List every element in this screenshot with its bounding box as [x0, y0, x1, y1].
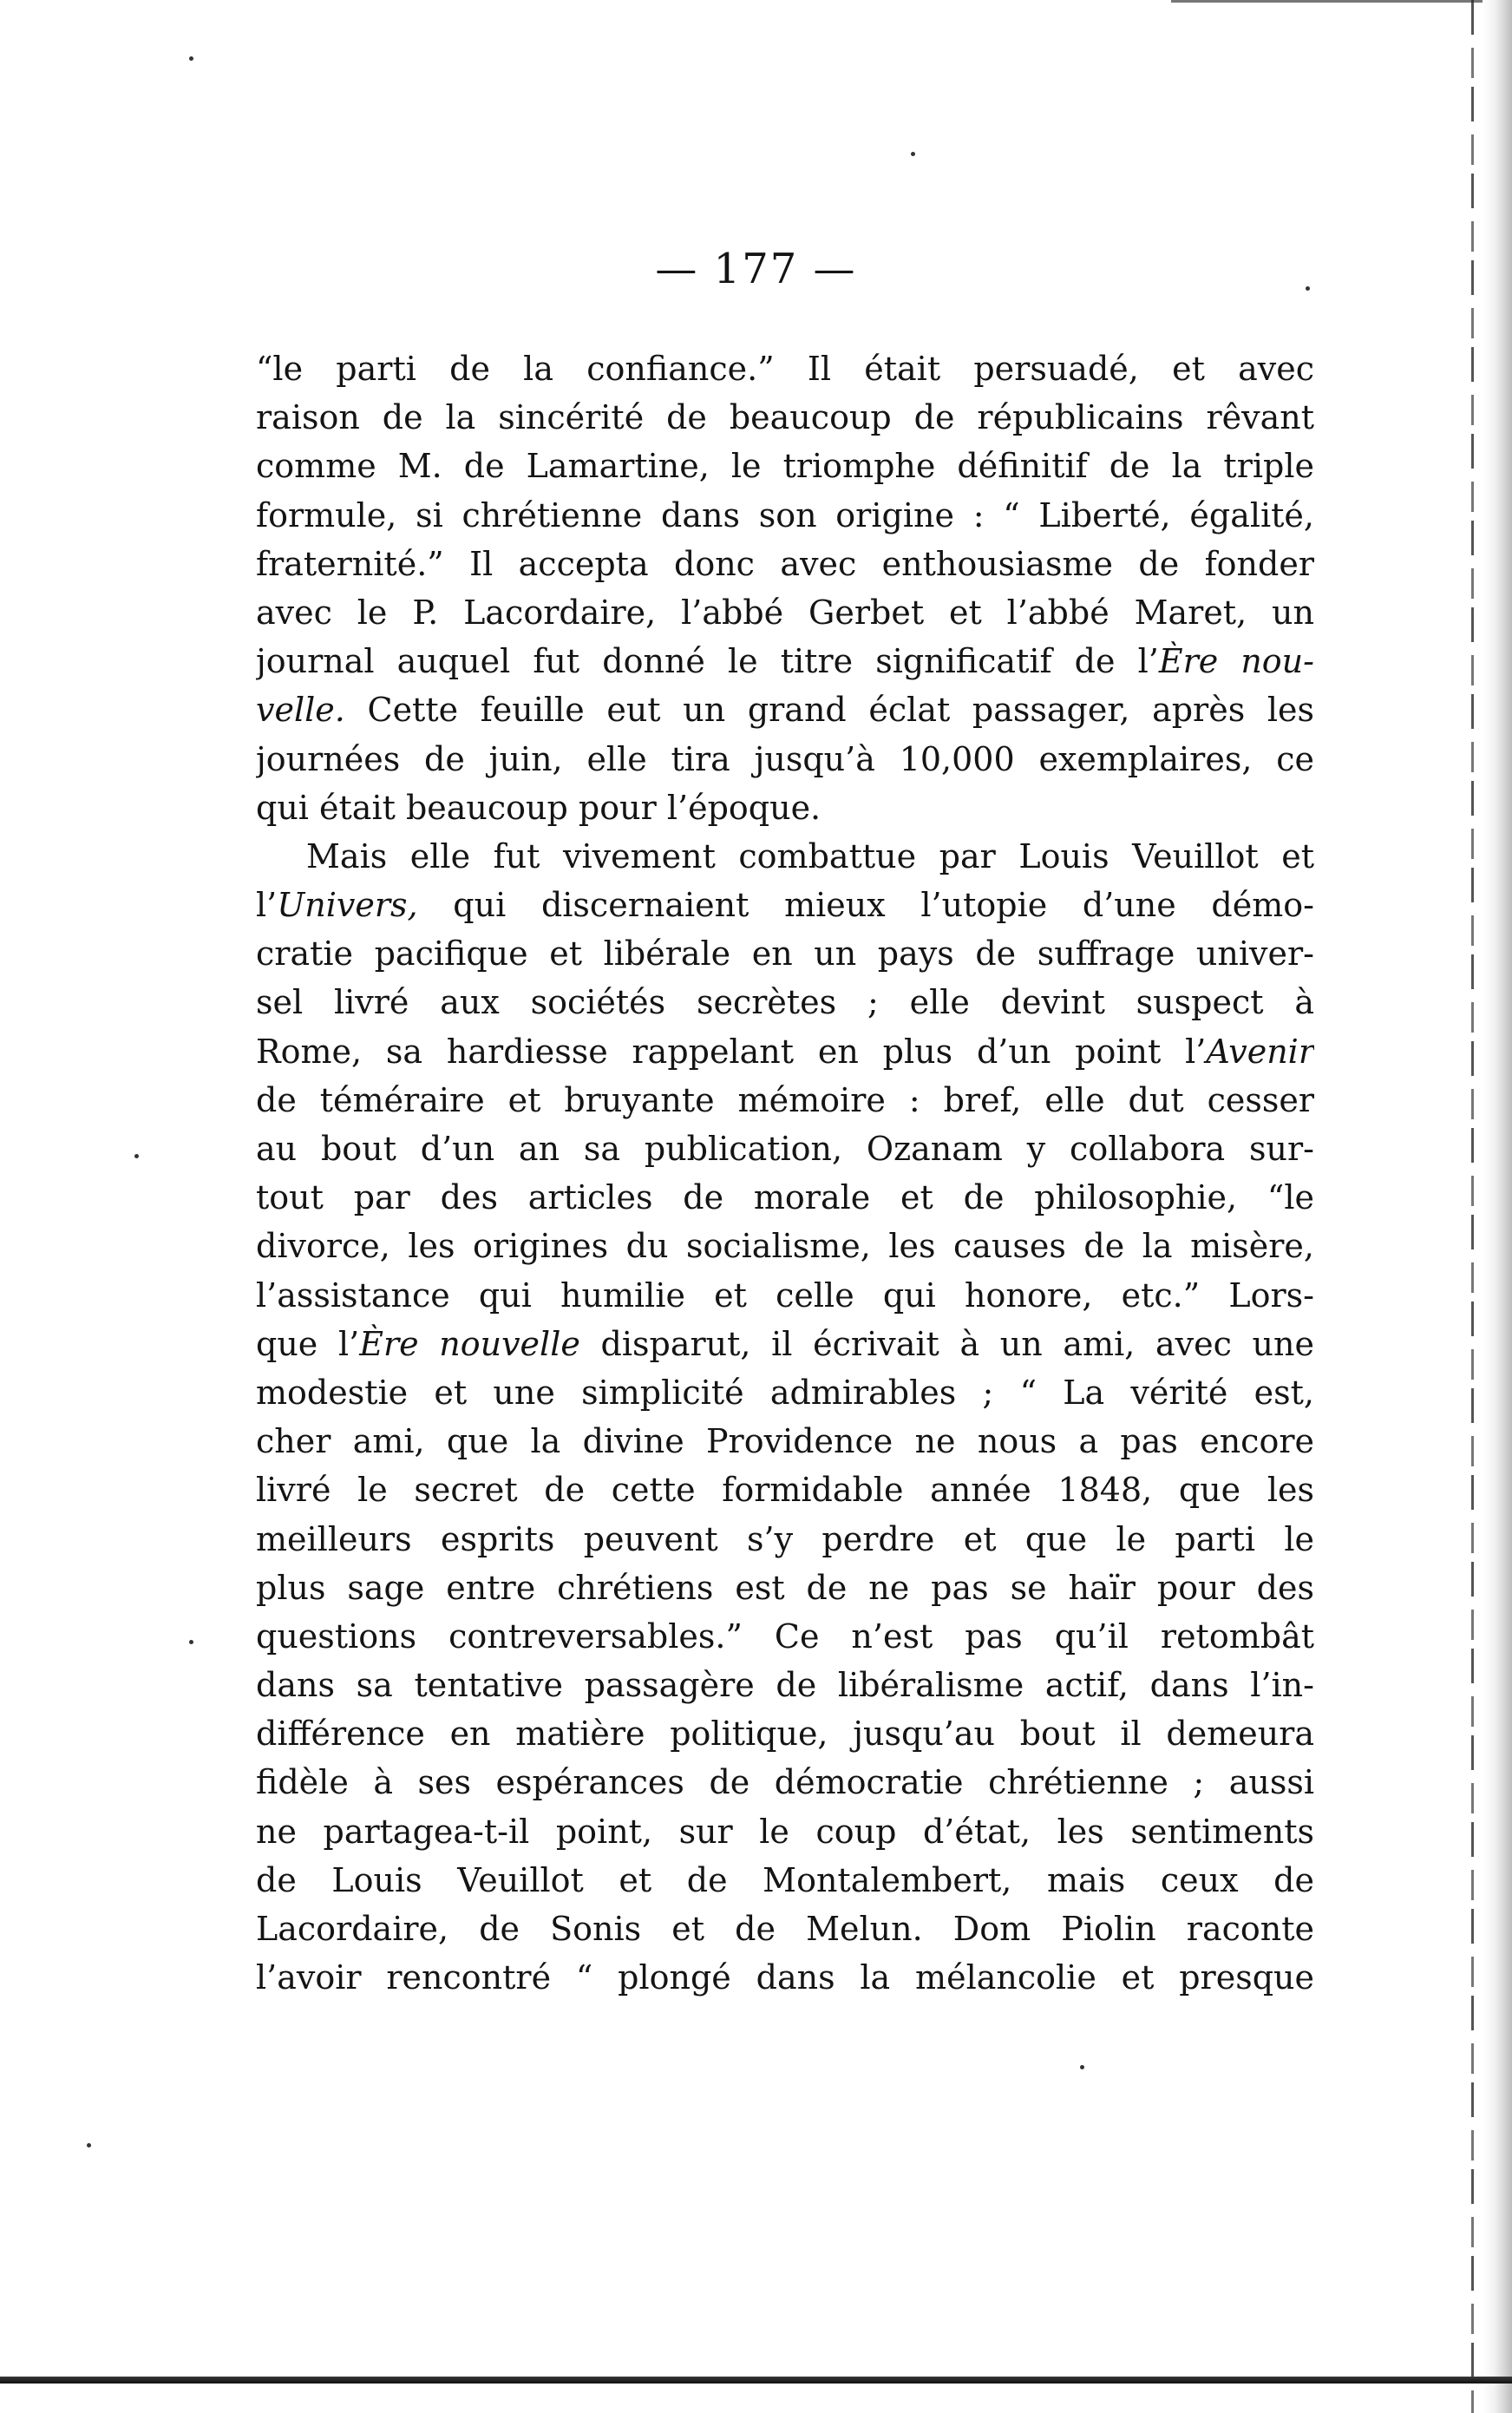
journal-title-italic: Ère nouvelle	[359, 1324, 580, 1363]
journal-title-italic: velle.	[256, 691, 345, 730]
text-segment: Cette feuille eut un grand éclat passager, après les	[344, 691, 1314, 730]
text-line: comme M. de Lamartine, le triomphe définitif de la triple	[256, 447, 1314, 486]
text-line: raison de la sincérité de beaucoup de républicains rêvant	[256, 398, 1314, 437]
scan-edge-shadow	[1483, 0, 1512, 2413]
scan-speck	[87, 2143, 91, 2147]
text-line: cratie pacifique et libérale en un pays de suffrage univer-	[256, 934, 1314, 974]
text-line: avec le P. Lacordaire, l’abbé Gerbet et l’abbé Maret, un	[256, 593, 1314, 632]
page-number: — 177 —	[655, 245, 857, 293]
scan-speck	[1306, 286, 1310, 291]
text-segment: journal auquel fut donné le titre significatif de l’	[256, 642, 1159, 681]
text-line	[256, 685, 1314, 734]
text-line: formule, si chrétienne dans son origine : “ Liberté, égalité,	[256, 495, 1314, 534]
text-line: tout par des articles de morale et de philosophie, “le	[256, 1178, 1314, 1217]
text-segment: que l’	[256, 1324, 360, 1363]
text-line: journées de juin, elle tira jusqu’à 10,000 exemplaires, ce	[256, 739, 1314, 778]
scan-speck	[189, 1640, 193, 1644]
text-line: l’assistance qui humilie et celle qui honore, etc.” Lors-	[256, 1275, 1314, 1315]
scan-speck	[1080, 2065, 1084, 2069]
text-line: sel livré aux sociétés secrètes ; elle devint suspect à	[256, 983, 1314, 1022]
text-line	[256, 1027, 1314, 1076]
text-line: divorce, les origines du socialisme, les causes de la misère,	[256, 1227, 1314, 1266]
text-segment: disparut, il écrivait à un ami, avec une	[579, 1324, 1314, 1363]
text-line: de téméraire et bruyante mémoire : bref, elle dut cesser	[256, 1080, 1314, 1119]
text-line: Lacordaire, de Sonis et de Melun. Dom Piolin raconte	[256, 1910, 1314, 1948]
text-line: Mais elle fut vivement combattue par Louis Veuillot et	[306, 836, 1314, 875]
text-segment: Rome, sa hardiesse rappelant en plus d’un point l’	[256, 1032, 1207, 1071]
text-line: de Louis Veuillot et de Montalembert, mais ceux de	[256, 1860, 1314, 1899]
text-line: cher ami, que la divine Providence ne nous a pas encore	[256, 1422, 1314, 1461]
text-line: fidèle à ses espérances de démocratie chrétienne ; aussi	[256, 1763, 1314, 1802]
scan-speck	[189, 56, 193, 61]
journal-title-italic: Avenir	[1206, 1032, 1314, 1071]
text-line: ne partagea-t-il point, sur le coup d’état, les sentiments	[256, 1812, 1314, 1851]
scan-speck	[134, 1154, 139, 1158]
journal-title-italic: Univers,	[277, 886, 418, 925]
text-line: au bout d’un an sa publication, Ozanam y collabora sur-	[256, 1130, 1314, 1168]
scan-speck	[911, 152, 915, 156]
text-segment: l’	[256, 886, 278, 925]
text-line: qui était beaucoup pour l’époque.	[256, 788, 821, 827]
text-line: modestie et une simplicité admirables ; “ La vérité est,	[256, 1373, 1314, 1412]
text-line	[256, 637, 1314, 685]
scan-edge-line	[1471, 0, 1474, 2413]
text-line: livré le secret de cette formidable année 1848, que les	[256, 1471, 1314, 1510]
body-text	[256, 344, 1314, 2002]
text-line: questions contreversables.” Ce n’est pas qu’il retombât	[256, 1616, 1314, 1656]
text-line	[256, 881, 1314, 929]
text-line: plus sage entre chrétiens est de ne pas se haïr pour des	[256, 1568, 1314, 1607]
text-segment: qui discernaient mieux l’utopie d’une démo-	[417, 886, 1314, 925]
text-line: l’avoir rencontré “ plongé dans la mélancolie et presque	[256, 1958, 1314, 1997]
text-line: “le parti de la confiance.” Il était persuadé, et avec	[256, 350, 1314, 388]
scan-bottom-rule	[0, 2377, 1512, 2383]
journal-title-italic: Ère nou-	[1158, 642, 1314, 681]
text-line	[256, 1320, 1314, 1368]
text-line: dans sa tentative passagère de libéralisme actif, dans l’in-	[256, 1666, 1314, 1705]
text-line: différence en matière politique, jusqu’au bout il demeura	[256, 1715, 1314, 1754]
scan-top-rule	[1171, 0, 1512, 3]
text-line: fraternité.” Il accepta donc avec enthousiasme de fonder	[256, 544, 1314, 583]
text-line: meilleurs esprits peuvent s’y perdre et que le parti le	[256, 1519, 1314, 1558]
